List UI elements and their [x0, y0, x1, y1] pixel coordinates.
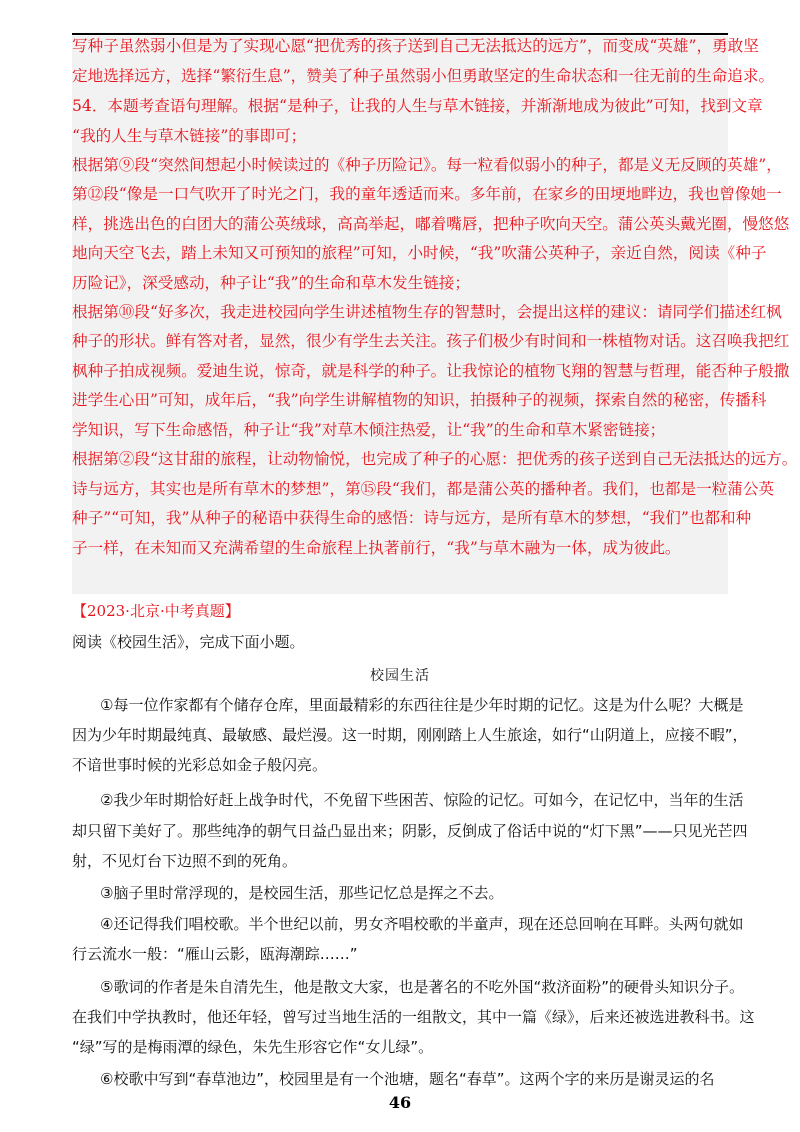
passage-line: ⑥校歌中写到“春草池边”，校园里是有一个池塘，题名“春草”。这两个字的来历是谢灵运的名 — [100, 1070, 715, 1088]
passage-line: 行云流水一般：“雁山云影，瓯海潮踪……” — [72, 945, 358, 963]
passage-line: ④还记得我们唱校歌。半个世纪以前，男女齐唱校歌的半童声，现在还总回响在耳畔。头两句就如 — [100, 915, 744, 933]
answer-line: 样，挑选出色的白团大的蒲公英绒球，高高举起，嘟着嘴唇，把种子吹向天空。蒲公英头戴光圈，慢悠悠 — [72, 215, 790, 233]
passage-line: 却只留下美好了。那些纯净的朝气日益凸显出来；阴影，反倒成了俗话中说的“灯下黑”——只见光芒四 — [72, 822, 748, 840]
answer-line: 第⑫段“像是一口气吹开了时光之门，我的童年透适而来。多年前，在家乡的田埂地畔边，我也曾像她一 — [72, 185, 782, 203]
answer-line: “我的人生与草木链接”的事即可； — [72, 127, 307, 145]
answer-line: 子一样，在未知而又充满希望的生命旅程上执著前行，“我”与草木融为一体，成为彼此。 — [72, 539, 681, 557]
answer-line: 写种子虽然弱小但是为了实现心愿“把优秀的孩子送到自己无法抵达的远方”，而变成“英雄”，勇敢坚 — [72, 37, 759, 55]
answer-line: 根据第⑩段“好多次，我走进校园向学生讲述植物生存的智慧时，会提出这样的建议：请同学们描述红枫 — [72, 303, 782, 321]
passage-line: 不谙世事时候的光彩总如金子般闪亮。 — [72, 756, 328, 774]
passage-line: 在我们中学执教时，他还年轻，曾写过当地生活的一组散文，其中一篇《绿》，后来还被选进教科书。这 — [72, 1008, 755, 1026]
answer-line: 诗与远方，其实也是所有草木的梦想”，第⑮段“我们，都是蒲公英的播种者。我们，也都是一粒蒲公英 — [72, 480, 775, 498]
answer-line: 根据第②段“这甘甜的旅程，让动物愉悦，也完成了种子的心愿：把优秀的孩子送到自己无法抵达的远方。 — [72, 450, 798, 468]
answer-line: 根据第⑨段“突然间想起小时候读过的《种子历险记》。每一粒看似弱小的种子，都是义无反顾的英雄”， — [72, 156, 782, 174]
reading-instruction: 阅读《校园生活》，完成下面小题。 — [72, 633, 305, 651]
passage-line: 射，不见灯台下边照不到的死角。 — [72, 852, 298, 870]
passage-title: 校园生活 — [370, 668, 430, 684]
answer-line: 种子”“可知，我”从种子的秘语中获得生命的感悟：诗与远方，是所有草木的梦想，“我们”也都和种 — [72, 509, 752, 527]
page-number: 46 — [388, 1093, 412, 1112]
answer-line: 进学生心田”可知，成年后，“我”向学生讲解植物的知识，拍摄种子的视频，探索自然的秘密，传播科 — [72, 391, 767, 409]
passage-line: 因为少年时期最纯真、最敏感、最烂漫。这一时期，刚刚踏上人生旅途，如行“山阴道上，应接不暇”， — [72, 726, 748, 744]
answer-line: 枫种子拍成视频。爱迪生说，惊奇，就是科学的种子。让我惊论的植物飞翔的智慧与哲理，能否种子般撒 — [72, 362, 790, 380]
answer-line: 历险记》，深受感动，种子让“我”的生命和草木发生链接； — [72, 274, 470, 292]
passage-line: ③脑子里时常浮现的，是校园生活，那些记忆总是挥之不去。 — [100, 884, 504, 902]
passage-line: ⑤歌词的作者是朱自清先生，他是散文大家，也是著名的不吃外国“救济面粉”的硬骨头知识分子。 — [100, 978, 744, 996]
answer-line: 学知识，写下生命感悟，种子让“我”对草木倾注热爱，让“我”的生命和草木紧密链接； — [72, 421, 666, 439]
answer-line: 地向天空飞去，踏上未知又可预知的旅程”可知，小时候，“我”吹蒲公英种子，亲近自然，阅读《种子 — [72, 244, 767, 262]
answer-line: 种子的形状。鲜有答对者，显然，很少有学生去关注。孩子们极少有时间和一株植物对话。这召唤我把红 — [72, 332, 790, 350]
passage-line: ①每一位作家都有个储存仓库，里面最精彩的东西往往是少年时期的记忆。这是为什么呢？大概是 — [100, 696, 744, 714]
header-rule — [72, 33, 728, 35]
exam-source-tag: 【2023·北京·中考真题】 — [72, 602, 240, 620]
answer-line: 定地选择远方，选择“繁衍生息”，赞美了种子虽然弱小但勇敢坚定的生命状态和一往无前的生命追求。 — [72, 67, 775, 85]
passage-line: ②我少年时期恰好赶上战争时代，不免留下些困苦、惊险的记忆。可如今，在记忆中，当年的生活 — [100, 791, 744, 809]
answer-line: 54．本题考查语句理解。根据“是种子，让我的人生与草木链接，并渐渐地成为彼此”可知，找到文章 — [72, 97, 763, 115]
passage-line: “绿”写的是梅雨潭的绿色，朱先生形容它作“女儿绿”。 — [72, 1038, 434, 1056]
